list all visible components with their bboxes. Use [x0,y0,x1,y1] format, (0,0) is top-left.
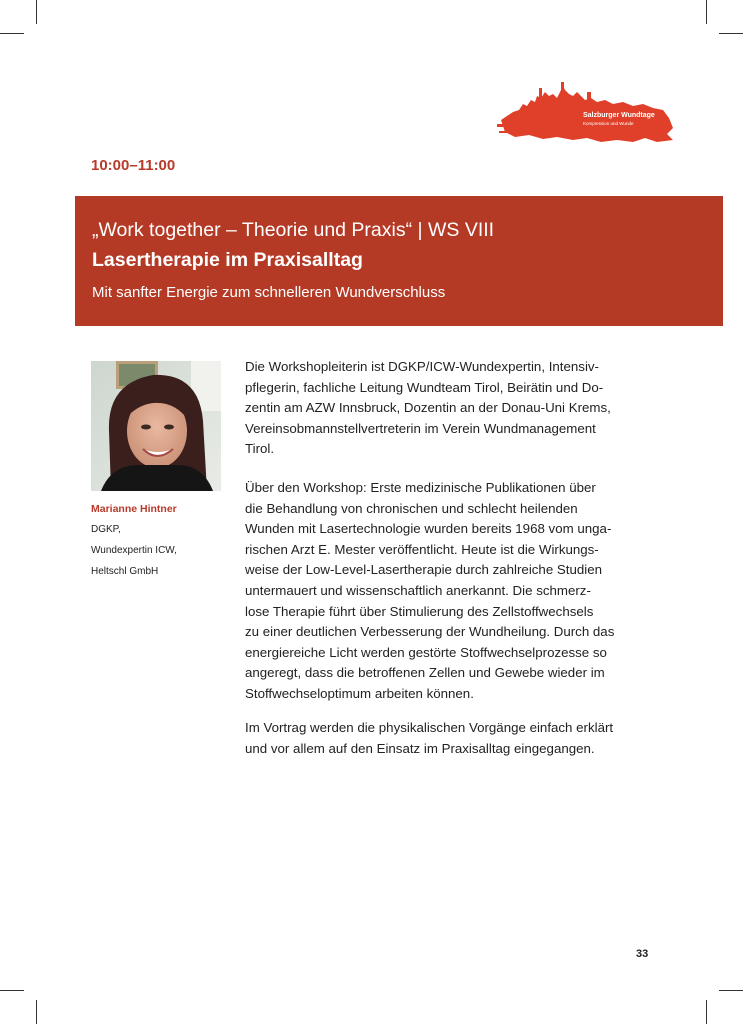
crop-mark [719,990,743,991]
text-line: rischen Arzt E. Mester veröffentlicht. Heute ist die Wirkungs- [245,541,599,557]
text-line: Im Vortrag werden die physikalischen Vorgänge einfach erklärt [245,720,614,735]
speaker-bio-paragraph [245,357,665,460]
speaker-credential: DGKP, [91,524,121,535]
logo-title: Salzburger Wundtage [583,112,655,119]
text-line: Tirol. [245,441,275,457]
logo-subtitle: Kompression und Wunde [583,121,634,126]
salzburger-wundtage-logo [497,82,675,144]
crop-mark [706,1000,707,1024]
text-line: angeregt, dass die betroffenen Zellen und Gewebe wieder im [245,665,605,681]
speaker-credential: Wundexpertin ICW, [91,545,177,556]
session-time: 10:00–11:00 [91,157,176,174]
page-number: 33 [636,948,649,960]
crop-mark [0,990,24,991]
speaker-name: Marianne Hintner [91,503,177,515]
crop-mark [0,33,24,34]
text-line: Die Workshopleiterin ist DGKP/ICW-Wundexpertin, Intensiv- [245,359,599,374]
text-line: zu einer deutlichen Verbesserung der Wundheilung. Durch das [245,624,615,640]
speaker-credential: Heltschl GmbH [91,566,159,577]
crop-mark [719,33,743,34]
text-line: energiereiche Licht werden gestörte Stoffwechselprozesse so [245,644,607,660]
text-line: die Behandlung von chronischen und schlecht heilenden [245,500,578,516]
text-line: und vor allem auf den Einsatz im Praxisalltag eingegangen. [245,740,595,756]
text-line: Vereinsobmannstellvertreterin im Verein Wundmanagement [245,420,596,436]
lecture-summary-paragraph [245,718,665,759]
workshop-description-paragraph [245,478,665,705]
speaker-photo [91,361,221,491]
text-line: lose Therapie führt über Stimulierung des Zellstoffwechsels [245,603,594,619]
text-line: Stoffwechseloptimum arbeiten können. [245,685,474,701]
text-line: weise der Low-Level-Lasertherapie durch zahlreiche Studien [245,562,603,578]
session-subtitle: Mit sanfter Energie zum schnelleren Wundverschluss [92,284,446,301]
session-title: Lasertherapie im Praxisalltag [92,249,363,271]
text-line: Über den Workshop: Erste medizinische Publikationen über [245,480,596,495]
text-line: zentin am AZW Innsbruck, Dozentin an der Donau-Uni Krems, [245,400,611,416]
crop-mark [36,0,37,24]
crop-mark [36,1000,37,1024]
text-line: pflegerin, fachliche Leitung Wundteam Tirol, Beirätin und Do- [245,379,604,395]
speaker-portrait-image [91,361,221,491]
text-line: Wunden mit Lasertechnologie wurden bereits 1968 vom unga- [245,521,612,537]
crop-mark [706,0,707,24]
text-line: untermauert und wissenschaftlich anerkannt. Die schmerz- [245,582,591,598]
workshop-series-title: „Work together – Theorie und Praxis“ | WS VIII [92,219,495,241]
session-banner [75,196,723,326]
